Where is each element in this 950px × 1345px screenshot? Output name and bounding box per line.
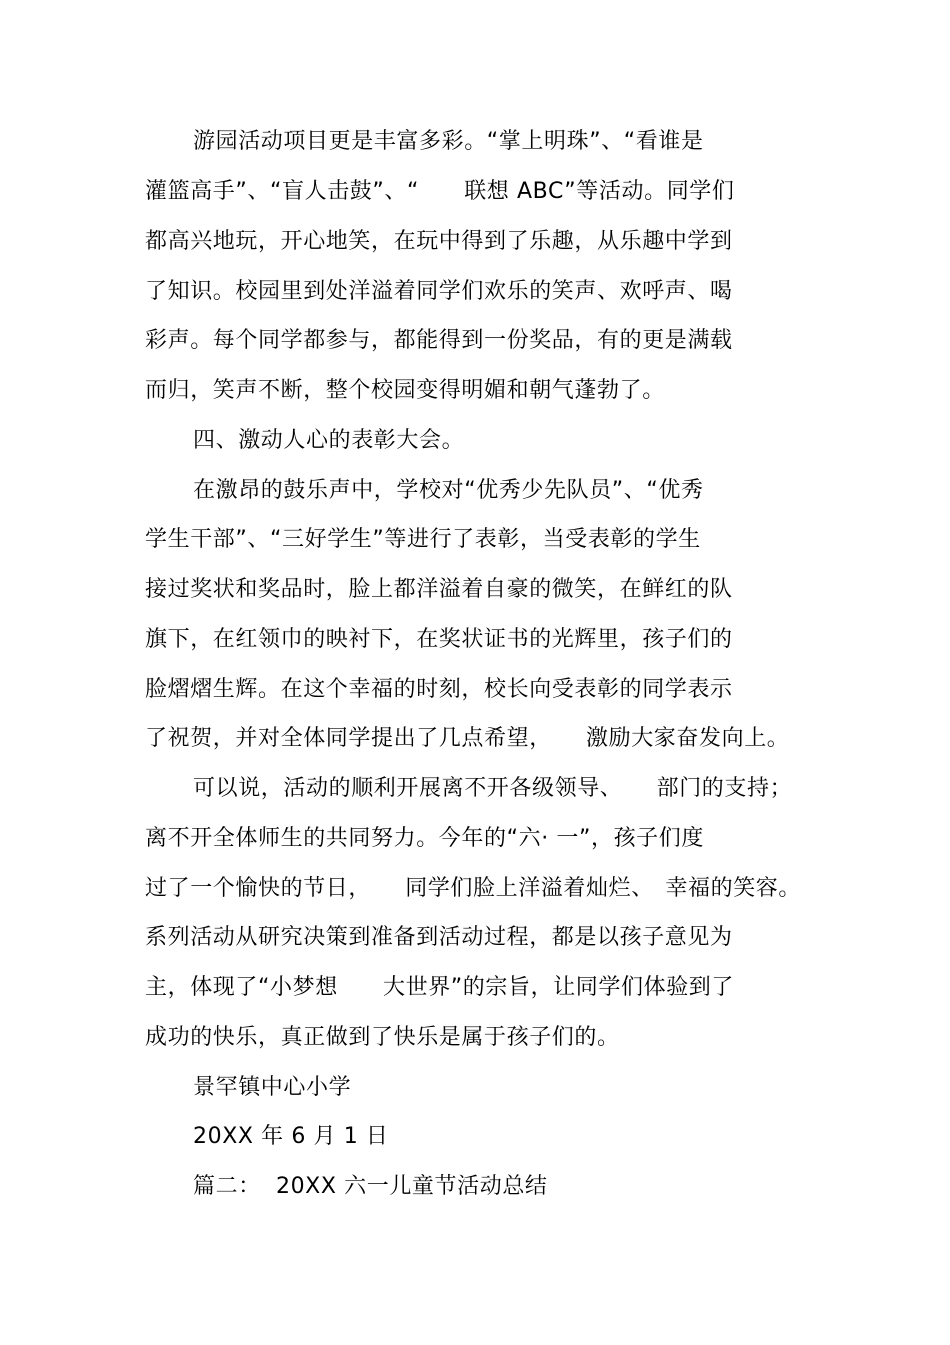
paragraph-line: 了祝贺，并对全体同学提出了几点希望， 激励大家奋发向上。: [145, 726, 790, 751]
paragraph-line: 旗下，在红领巾的映衬下，在奖状证书的光辉里，孩子们的: [145, 627, 733, 652]
paragraph-line: 离不开全体师生的共同努力。今年的“六· 一”，孩子们度: [145, 826, 704, 851]
signature-school: 景罕镇中心小学: [193, 1075, 352, 1100]
paragraph-line: 都高兴地玩，开心地笑，在玩中得到了乐趣，从乐趣中学到: [145, 229, 733, 254]
paragraph-line: 彩声。每个同学都参与，都能得到一份奖品，有的更是满载: [145, 328, 733, 353]
paragraph-line: 了知识。校园里到处洋溢着同学们欢乐的笑声、欢呼声、喝: [145, 279, 733, 304]
paragraph-line: 主，体现了“小梦想 大世界”的宗旨，让同学们体验到了: [145, 975, 734, 1000]
paragraph-line: 脸熠熠生辉。在这个幸福的时刻，校长向受表彰的同学表示: [145, 677, 733, 702]
chapter-heading: 篇二： 20XX 六一儿童节活动总结: [193, 1174, 548, 1199]
paragraph-line: 成功的快乐，真正做到了快乐是属于孩子们的。: [145, 1025, 620, 1050]
signature-date: 20XX 年 6 月 1 日: [193, 1124, 389, 1149]
paragraph-line: 可以说，活动的顺利开展离不开各级领导、 部门的支持；: [193, 776, 793, 801]
paragraph-line: 系列活动从研究决策到准备到活动过程，都是以孩子意见为: [145, 925, 733, 950]
paragraph-line: 接过奖状和奖品时，脸上都洋溢着自豪的微笑，在鲜红的队: [145, 577, 733, 602]
section-heading: 四、激动人心的表彰大会。: [193, 428, 465, 453]
paragraph-line: 学生干部”、“三好学生”等进行了表彰，当受表彰的学生: [145, 527, 701, 552]
paragraph-line: 过了一个愉快的节日， 同学们脸上洋溢着灿烂、 幸福的笑容。: [145, 876, 802, 901]
paragraph-line: 游园活动项目更是丰富多彩。“掌上明珠”、“看谁是: [193, 129, 704, 154]
paragraph-line: 灌篮高手”、“盲人击鼓”、“ 联想 ABC”等活动。同学们: [145, 179, 735, 204]
paragraph-line: 而归，笑声不断，整个校园变得明媚和朝气蓬勃了。: [145, 378, 665, 403]
paragraph-line: 在激昂的鼓乐声中，学校对“优秀少先队员”、“优秀: [193, 478, 704, 503]
